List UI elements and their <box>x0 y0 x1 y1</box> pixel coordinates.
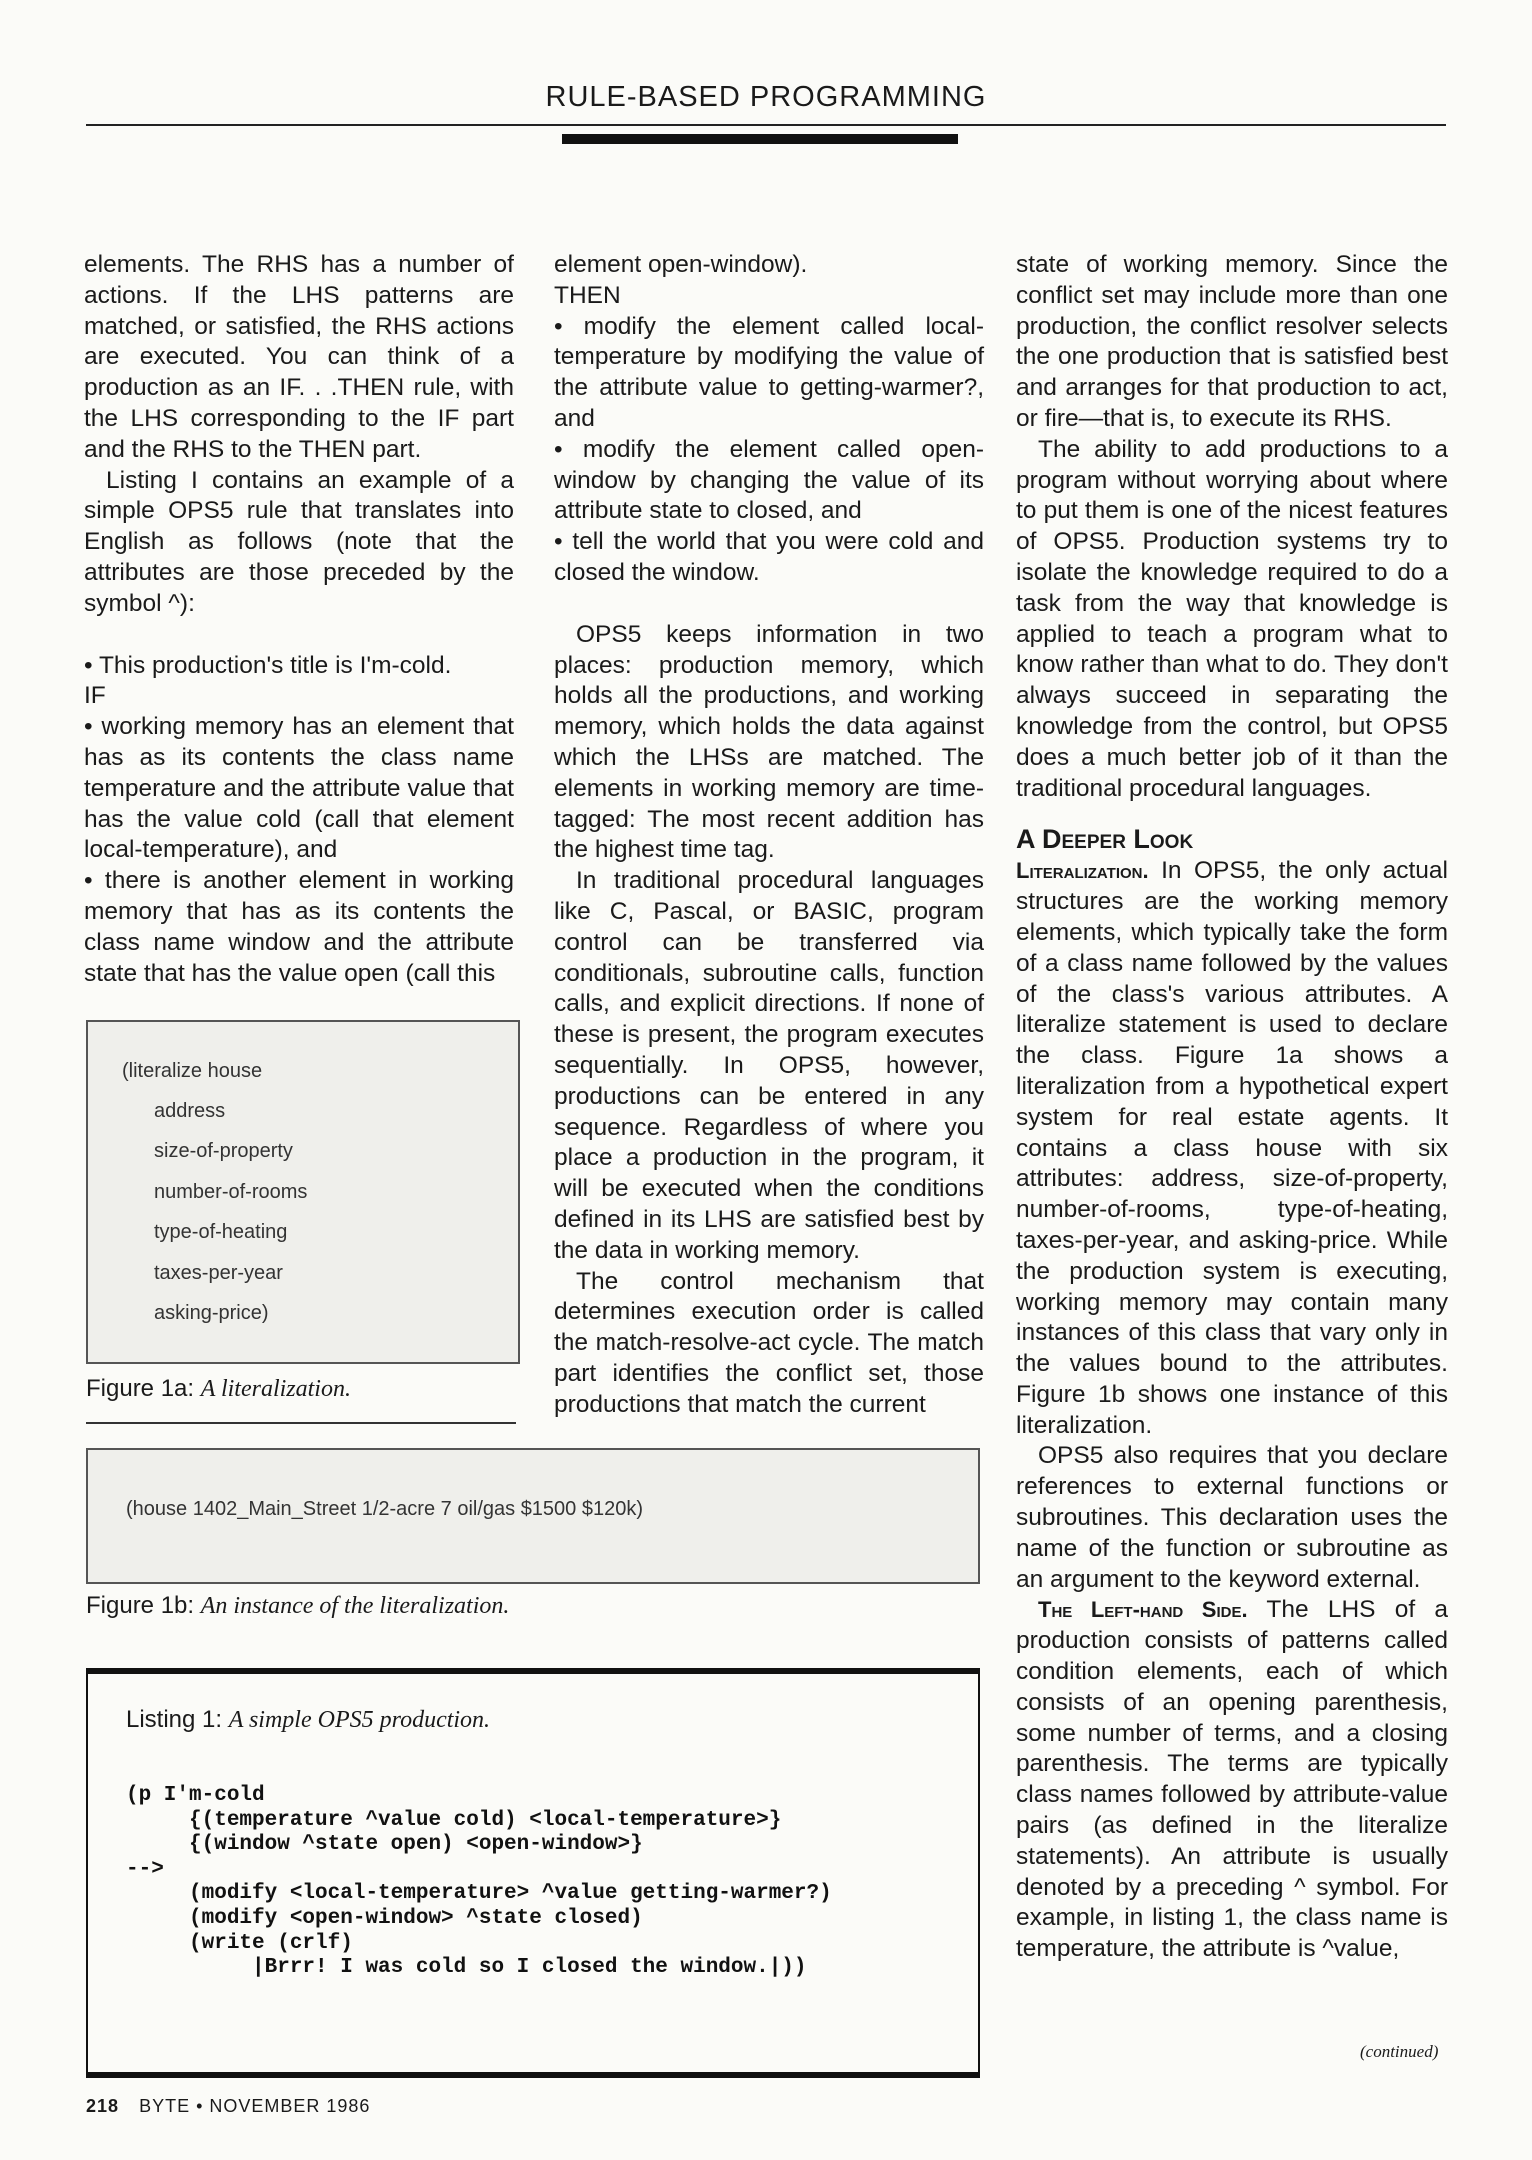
listing-1-label: Listing 1: <box>126 1706 223 1733</box>
col2-bullet-2: • modify the element called open-window by changing the value of its attribute state to closed, and <box>554 435 984 525</box>
footer-magazine: BYTE • NOVEMBER 1986 <box>139 2096 371 2116</box>
col1-bullet-2: • working memory has an element that has as its contents the class name temperature and the attribute value that has the value cold (call that element local-temperature), and <box>84 713 514 864</box>
col1-if: IF <box>84 682 106 710</box>
figure-1a-title: A literalization. <box>200 1376 351 1402</box>
figure-1b-label: Figure 1b: <box>86 1592 195 1619</box>
col3-paragraph-3-text: In OPS5, the only actual structures are the working memory elements, which typically take the form of a class name followed by the values of the class's various attributes. A literalize statement is used to declare the class. Figure 1a shows a literalization from a hypothetical expert system for real estate agents. It contains a class house with six attributes: address, size-of-property, number-of-rooms, type-of-heating, taxes-per-year, and asking-price. While the production system is executing, working memory may contain many instances of this class that vary only in the values bound to the attributes. Figure 1b shows one instance of this literalization. <box>1016 857 1448 1439</box>
figure-1a-line: size-of-property <box>154 1140 293 1162</box>
col3-paragraph-2: The ability to add productions to a program without worrying about where to put them is one of the nicest features of OPS5. Production systems try to isolate the knowledge required to do a task from the way that knowledge is applied to teach a program what to know rather than what to do. They don't always succeed in separating the knowledge from the control, but OPS5 does a much better job of it than the traditional procedural languages. <box>1016 435 1448 802</box>
header-bar <box>562 134 958 144</box>
col3-paragraph-1: state of working memory. Since the conflict set may include more than one production, the conflict resolver selects the one production that is satisfied best and arranges for that production to act, or fire—that is, to execute its RHS. <box>1016 251 1448 432</box>
column-3 <box>1016 250 1448 1965</box>
figure-1a-caption <box>86 1375 351 1403</box>
figure-1a-line: type-of-heating <box>154 1221 288 1243</box>
figure-1b-instance: (house 1402_Main_Street 1/2-acre 7 oil/gas $1500 $120k) <box>126 1498 644 1520</box>
header-rule <box>86 124 1446 126</box>
page-footer <box>86 2096 370 2117</box>
running-header: RULE-BASED PROGRAMMING <box>545 81 987 113</box>
section-heading: A Deeper Look <box>1016 824 1194 855</box>
figure-1b-box <box>86 1448 980 1584</box>
column-2 <box>554 250 984 1420</box>
col3-paragraph-4: OPS5 also requires that you declare references to external functions or subroutines. This declaration uses the name of the function or subroutine as an argument to the keyword external. <box>1016 1442 1448 1593</box>
continued-note: (continued) <box>1360 2042 1439 2061</box>
col2-paragraph-1: element open-window). <box>554 251 808 278</box>
listing-1-title: A simple OPS5 production. <box>228 1707 491 1733</box>
figure-1b-caption <box>86 1592 509 1620</box>
col1-bullet-1: • This production's title is I'm-cold. <box>84 651 452 679</box>
figure-1a-rule <box>86 1422 516 1424</box>
col1-paragraph-1: elements. The RHS has a number of actions. If the LHS patterns are matched, or satisfied, the RHS actions are executed. You can think of a production as an IF. . .THEN rule, with the LHS corresponding to the IF part and the RHS to the THEN part. <box>84 251 514 463</box>
col2-then: THEN <box>554 281 621 309</box>
lhs-heading: The Left-hand Side. <box>1038 1597 1248 1623</box>
figure-1a-line: address <box>154 1100 226 1122</box>
col1-paragraph-2: Listing I contains an example of a simple OPS5 rule that translates into English as follows (note that the attributes are those preceded by the symbol ^): <box>84 466 514 617</box>
col2-paragraph-3: In traditional procedural languages like C, Pascal, or BASIC, program control can be transferred via conditionals, subroutine calls, function calls, and explicit directions. If none of these is present, the program executes sequentially. In OPS5, however, productions can be entered in any sequence. Regardless of where you place a production in the program, it will be executed when the conditions defined in its LHS are satisfied best by the data in working memory. <box>554 867 984 1264</box>
col1-bullet-3: • there is another element in working memory that has as its contents the class name window and the attribute state that has the value open (call this <box>84 867 514 987</box>
listing-1-box <box>86 1668 980 2078</box>
col2-paragraph-2: OPS5 keeps information in two places: production memory, which holds all the productions, and working memory, which holds the data against which the LHSs are matched. The elements in working memory are time-tagged: The most recent addition has the highest time tag. <box>554 620 984 864</box>
col2-bullet-1: • modify the element called local-temperature by modifying the value of the attribute value to getting-warmer?, and <box>554 312 984 432</box>
figure-1a-line: (literalize house <box>122 1060 263 1082</box>
figure-1a-line: asking-price) <box>154 1302 269 1324</box>
listing-1-caption <box>126 1706 490 1734</box>
col2-bullet-3: • tell the world that you were cold and closed the window. <box>554 528 984 586</box>
figure-1a-box <box>86 1020 520 1364</box>
col3-paragraph-3 <box>1016 856 1448 1441</box>
literalization-heading: Literalization. <box>1016 858 1149 884</box>
figure-1a-line: taxes-per-year <box>154 1262 283 1284</box>
col2-paragraph-4: The control mechanism that determines execution order is called the match-resolve-act cycle. The match part identifies the conflict set, those productions that match the current <box>554 1267 984 1418</box>
column-1 <box>84 250 514 989</box>
col3-paragraph-5 <box>1016 1595 1448 1965</box>
figure-1a-line: number-of-rooms <box>154 1181 308 1203</box>
listing-1-code: (p I'm-cold {(temperature ^value cold) <local-temperature>} {(window ^state open) <open-window>} --> (modify <local-temperature> ^value getting-warmer?) (modify <open-window> ^state closed) (write (crlf) |Brrr! I was cold so I closed the window.|)) <box>126 1784 832 1980</box>
figure-1a-label: Figure 1a: <box>86 1375 195 1402</box>
page-number: 218 <box>86 2096 120 2116</box>
col3-paragraph-5-text: The LHS of a production consists of patterns called condition elements, each of which consists of an opening parenthesis, some number of terms, and a closing parenthesis. The terms are typically class names followed by attribute-value pairs (as defined in the literalize statements). An attribute is usually denoted by a preceding ^ symbol. For example, in listing 1, the class name is temperature, the attribute is ^value, <box>1016 1596 1449 1963</box>
figure-1b-title: An instance of the literalization. <box>200 1593 510 1619</box>
